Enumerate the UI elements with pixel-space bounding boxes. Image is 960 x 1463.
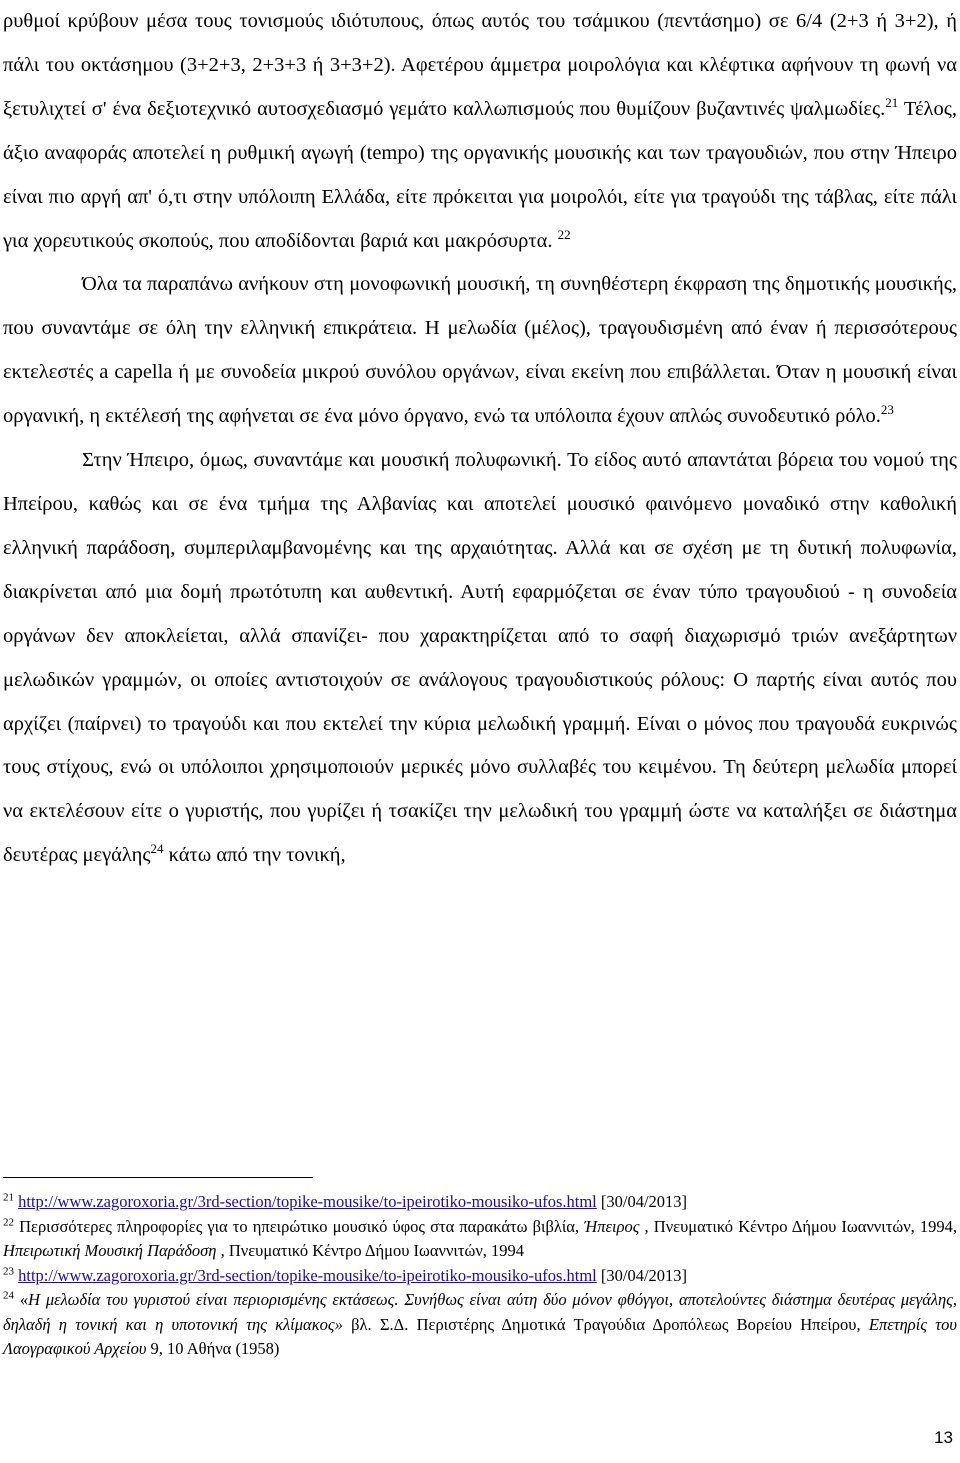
- footnote-reference: 21: [885, 94, 899, 110]
- italic-text: Ηπειρωτική Μουσική Παράδοση: [3, 1241, 217, 1260]
- footnote-number: 23: [3, 1265, 14, 1277]
- text-run: , Πνευματικό Κέντρο Δήμου Ιωαννιτών, 1994: [216, 1241, 525, 1260]
- text-run: βλ. Σ.Δ. Περιστέρης Δημοτικά Τραγούδια Δροπόλεως Βορείου Ηπείρου,: [342, 1314, 869, 1334]
- footnote-number: 24: [3, 1289, 14, 1302]
- text-run: κάτω από την τονική,: [163, 844, 346, 867]
- footnote-link[interactable]: http://www.zagoroxoria.gr/3rd-section/topike-mousike/to-ipeirotiko-mousiko-ufos.html: [18, 1192, 597, 1211]
- footnote-separator: [3, 1177, 313, 1178]
- footnote: [3, 1215, 957, 1264]
- footnote: [3, 1190, 957, 1215]
- body-text: [3, 0, 957, 878]
- text-run: [30/04/2013]: [596, 1265, 688, 1285]
- italic-text: Η μελωδία του γυριστού είναι περιορισμένης εκτάσεως. Συνήθως είναι αύτη δύο μόνον φθόγγοι, αποτελούντες διάστημα δευτέρας μεγάλης, δηλαδή η τονική και η υποτονική της κλίμακος»: [3, 1290, 958, 1334]
- italic-text: Επετηρίς του Λαογραφικού Αρχείου: [3, 1314, 957, 1358]
- text-run: Στην Ήπειρο, όμως, συναντάμε και μουσική πολυφωνική. Το είδος αυτό απαντάται βόρεια του νομού της Ηπείρου, καθώς και σε ένα τμήμα της Αλβανίας και αποτελεί μουσικό φαινόμενο μοναδικό στην καθολική ελληνική παράδοση, συμπεριλαμβανομένης και της αρχαιότητας. Αλλά και σε σχέση με τη δυτική πολυφωνία, διακρίνεται από μια δομή πρωτότυπη και αυθεντική. Αυτή εφαρμόζεται σε έναν τύπο τραγουδιού - η συνοδεία οργάνων δεν αποκλείεται, αλλά σπανίζει- που χαρακτηρίζεται από το σαφή διαχωρισμό τριών ανεξάρτητων μελωδικών γραμμών, οι οποίες αντιστοιχούν σε ανάλογους τραγουδιστικούς ρόλους: Ο παρτής είναι αυτός που αρχίζει (παίρνει) το τραγούδι και που εκτελεί την κύρια μελωδική γραμμή. Είναι ο μόνος που τραγουδά ευκρινώς τους στίχους, ενώ οι υπόλοιποι χρησιμοποιούν μερικές μόνο συλλαβές του κειμένου. Τη δεύτερη μελωδία μπορεί να εκτελέσουν είτε ο γυριστής, που γυρίζει ή τσακίζει την μελωδική του γραμμή ώστε να καταλήξει σε διάστημα δευτέρας μεγάλης: [3, 449, 957, 867]
- text-run: ρυθμοί κρύβουν μέσα τους τονισμούς ιδιότυπους, όπως αυτός του τσάμικου (πεντάσημο) σε 6/4 (2+3 ή 3+2), ή πάλι του οκτάσημου (3+2+3, 2+3+3 ή 3+3+2). Αφετέρου άμμετρα μοιρολόγια και κλέφτικα αφήνουν τη φωνή να ξετυλιχτεί σ' ένα δεξιοτεχνικό αυτοσχεδιασμό γεμάτο καλλωπισμούς που θυμίζουν βυζαντινές ψαλμωδίες.: [3, 10, 957, 120]
- text-run: 9, 10 Αθήνα (1958): [146, 1339, 280, 1358]
- footnote: [3, 1288, 957, 1362]
- footnote-reference: 24: [150, 841, 164, 857]
- text-run: [30/04/2013]: [596, 1192, 688, 1211]
- paragraph: [3, 439, 957, 878]
- italic-text: Ήπειρος: [584, 1216, 640, 1236]
- footnote-reference: 23: [880, 402, 894, 418]
- paragraph: [3, 263, 957, 439]
- footnote: [3, 1264, 957, 1289]
- text-run: «: [14, 1290, 29, 1309]
- footnote-number: 22: [3, 1216, 14, 1228]
- text-run: Όλα τα παραπάνω ανήκουν στη μονοφωνική μουσική, τη συνηθέστερη έκφραση της δημοτικής μουσικής, που συναντάμε σε όλη την ελληνική επικράτεια. Η μελωδία (μέλος), τραγουδισμένη από έναν ή περισσότερους εκτελεστές a capella ή με συνοδεία μικρού συνόλου οργάνων, είναι εκείνη που επιβάλλεται. Όταν η μουσική είναι οργανική, η εκτέλεσή της αφήνεται σε ένα μόνο όργανο, ενώ τα υπόλοιπα έχουν απλώς συνοδευτικό ρόλο.: [3, 273, 957, 428]
- text-run: , Πνευματικό Κέντρο Δήμου Ιωαννιτών, 1994,: [639, 1216, 958, 1236]
- footnote-number: 21: [3, 1191, 14, 1204]
- footnote-reference: 22: [557, 226, 571, 242]
- page-number: 13: [934, 1428, 953, 1447]
- footnotes: [3, 1190, 957, 1362]
- paragraph: [3, 0, 957, 263]
- footnote-link[interactable]: http://www.zagoroxoria.gr/3rd-section/topike-mousike/to-ipeirotiko-mousiko-ufos.html: [18, 1265, 597, 1285]
- text-run: Τέλος, άξιο αναφοράς αποτελεί η ρυθμική αγωγή (tempo) της οργανικής μουσικής και των τραγουδιών, που στην Ήπειρο είναι πιο αργή απ' ό,τι στην υπόλοιπη Ελλάδα, είτε πρόκειται για μοιρολόι, είτε για τραγούδι της τάβλας, είτε πάλι για χορευτικούς σκοπούς, που αποδίδονται βαριά και μακρόσυρτα.: [3, 97, 957, 252]
- text-run: Περισσότερες πληροφορίες για το ηπειρώτικο μουσικό ύφος στα παρακάτω βιβλία,: [14, 1216, 585, 1236]
